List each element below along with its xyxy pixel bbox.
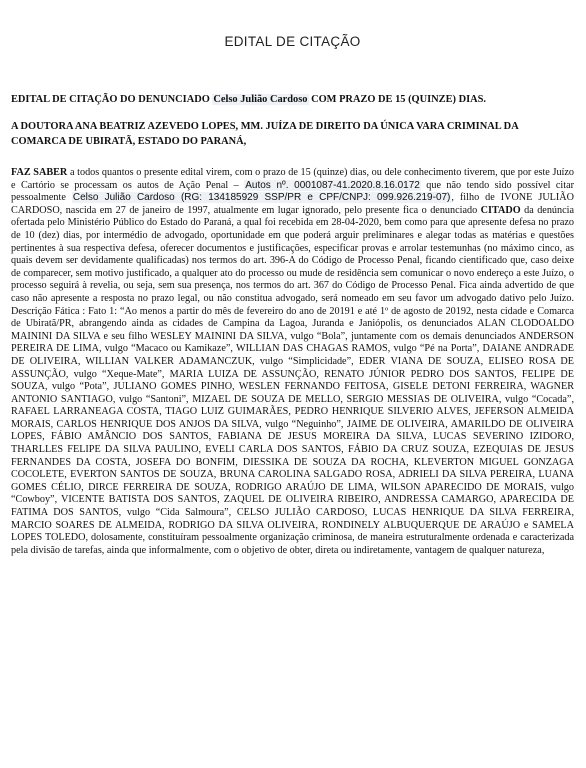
judge-heading: A DOUTORA ANA BEATRIZ AZEVEDO LOPES, MM. JUÍZA DE DIREITO DA ÚNICA VARA CRIMINAL DA COMARCA DE UBIRATÃ, ESTADO DO PARANÁ, (11, 121, 519, 147)
heading-prefix: EDITAL DE CITAÇÃO DO DENUNCIADO (11, 94, 213, 105)
citado-label: CITADO (480, 204, 521, 216)
edital-body (11, 167, 574, 557)
body-text-1: a todos quantos o presente edital virem, com o prazo de 15 (quinze) dias, ou dele conhecimento tiverem, que por este Juízo e Cartório se processam os autos de Ação Penal – (11, 167, 575, 191)
body-text-4: da denúncia ofertada pelo Ministério Público do Estado do Paraná, a qual foi recebida em 28-04-2020, bem como para que apresente defesa no prazo de 10 (dez) dias, por intermédio de advogado, oportunidade em que poderá arguir preliminares e alegar todas as matérias e questões pertinentes à sua respectiva defesa, oferecer documentos e justificações, especificar provas e arrolar testemunhas (no máximo cinco, as quais devem ser devidamente qualificadas) nos termos do art. 396-A do Código de Processo Penal, ficando cientificado que, caso deixe de comparecer, sem motivo justificado, a qualquer ato do processo ou mude de residência sem comunicar o novo endereço a este Juízo, o processo seguirá à revelia, ou seja, sem sua presença, nos termos do art. 367 do Código de Processo Penal. Fica ainda advertido de que caso não apresente a resposta no prazo legal, ou não constitua advogado, será nomeado em seu favor um advogado dativo pelo Juízo. Descrição Fática : Fato 1: “Ao menos a partir do mês de fevereiro do ano de 20191 e até 1º de agosto de 20192, nesta cidade e Comarca de Ubiratã/PR, abrangendo ainda as cidades de Campina da Lagoa, Juranda e Janiópolis, os denunciados ALAN CLODOALDO MAININI DA SILVA e seu filho WESLEY MAININI DA SILVA, vulgo “Bola”, juntamente com os demais denunciados ANDERSON PEREIRA DE LIMA, vulgo “Macaco ou Kamikaze”, WILLIAN DAS CHAGAS RAMOS, vulgo “Pé na Porta”, DAIANE ANDRADE DE OLIVEIRA, WILLIAN VALKER ADAMANCZUK, vulgo “Simplicidade”, EDER VIANA DE SOUZA, ELISEO ROSA DE ASSUNÇÃO, vulgo “Xeque-Mate”, MARIA LUIZA DE ASSUNÇÃO, RENATO JÚNIOR PEDRO DOS SANTOS, FELIPE DE SOUZA, vulgo “Pota”, JULIANO GOMES PINHO, WESLEN FERNANDO FEITOSA, GISELE DETONI FERREIRA, WAGNER ANTONIO SANTIAGO, vulgo “Santoni”, MIZAEL DE SOUZA DE MELLO, SERGIO MESSIAS DE OLIVEIRA, vulgo “Cocada”, RAFAEL LARRANEAGA COSTA, TIAGO LUIZ GUIMARÃES, PEDRO HENRIQUE SILVERIO ALVES, JEFERSON ALMEIDA MORAIS, CARLOS HENRIQUE DOS ANJOS DA SILVA, vulgo “Neguinho”, JAIME DE OLIVEIRA, AMARILDO DE OLIVEIRA LOPES, FÁBIO AMÂNCIO DOS SANTOS, FABIANA DE JESUS MOREIRA DA SILVA, LUCAS SEVERINO IZIDORO, THARLLES FELIPE DA SILVA PAULINO, EVELI CARLA DOS SANTOS, FÁBIO DA CRUZ SOUZA, EZEQUIAS DE JESUS FERNANDES DA COSTA, JOSEFA DO BONFIM, DIESSIKA DE SOUZA DA ROCHA, KLEVERTON MIGUEL GONZAGA COCOLETE, EVERTON SANTOS DE SOUZA, BRUNA CAROLINA SALGADO ROSA, ADRIELI DA SILVA PEREIRA, LUANA GOMES CÉLIO, DIRCE FERREIRA DE SOUZA, RODRIGO ARAÚJO DE LIMA, WILSON APARECIDO DE MORAIS, vulgo “Cowboy”, VICENTE BATISTA DOS SANTOS, ZAQUEL DE OLIVEIRA RIBEIRO, ANDRESSA CAMARGO, APARECIDA DE FATIMA DOS SANTOS, vulgo “Cida Salmoura”, CELSO JULIÃO CARDOSO, LUCAS HENRIQUE DA SILVA FERREIRA, MARCIO SOARES DE ALMEIDA, RODRIGO DA SILVA OLIVEIRA, RONDINELY ALBUQUERQUE DE ARAÚJO e SAMELA LOPES TOLEDO, dolosamente, constituíram pessoalmente organização criminosa, de maneira estruturalmente ordenada e caracterizada pela divisão de tarefas, ainda que informalmente, com o objetivo de obter, direta ou indiretamente, vantagem de qualquer natureza, (11, 204, 574, 556)
heading-suffix: COM PRAZO DE 15 (QUINZE) DIAS. (308, 94, 487, 105)
faz-saber-label: FAZ SABER (11, 167, 68, 178)
defendant-name-highlight: Celso Julião Cardoso (213, 94, 308, 105)
case-number-highlight: Autos nº. 0001087-41.2020.8.16.0172 (245, 179, 420, 191)
page-title: EDITAL DE CITAÇÃO (224, 34, 361, 49)
edital-heading (11, 92, 574, 107)
body-text-2: que não tendo sido possível citar pessoalmente (11, 179, 575, 204)
body-text-3: , filho de IVONE JULIÃO CARDOSO, nascida em 27 de janeiro de 1997, atualmente em lugar ignorado, pelo presente fica o denunciado (11, 192, 575, 216)
defendant-id-highlight: Celso Julião Cardoso (RG: 134185929 SSP/PR e CPF/CNPJ: 099.926.219-07) (72, 192, 451, 204)
